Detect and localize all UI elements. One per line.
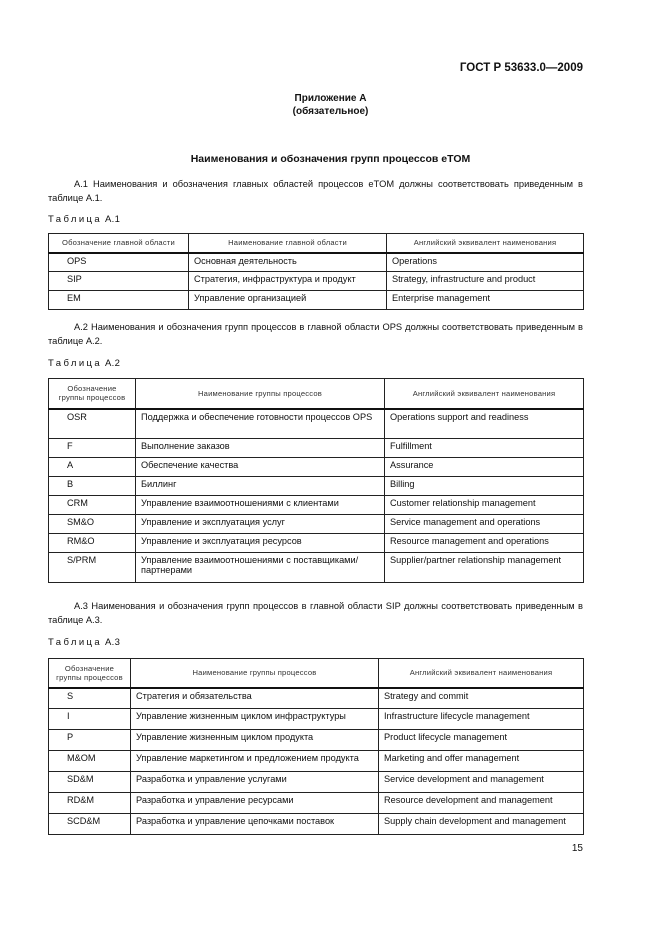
- table-cell-english: Strategy, infrastructure and product: [387, 272, 584, 291]
- table-cell-code: A: [49, 458, 136, 477]
- table-cell-code: F: [49, 439, 136, 458]
- document-code: ГОСТ Р 53633.0—2009: [459, 62, 583, 74]
- table-cell-english: Supplier/partner relationship management: [385, 553, 584, 583]
- table-cell-name: Разработка и управление услугами: [131, 772, 379, 793]
- table-cell-name: Управление взаимоотношениями с поставщиками/партнерами: [136, 553, 385, 583]
- table-cell-code: CRM: [49, 496, 136, 515]
- paragraph-a3: А.3 Наименования и обозначения групп процессов в главной области SIP должны соответствовать приведенным в таблице А.3.: [48, 601, 583, 625]
- table-cell-code: OSR: [49, 409, 136, 439]
- table-cell-name: Обеспечение качества: [136, 458, 385, 477]
- table-row: [49, 496, 584, 515]
- section-title: Наименования и обозначения групп процессов eTOM: [190, 153, 471, 165]
- table-cell-code: RD&M: [49, 793, 131, 814]
- table-row: [49, 553, 584, 583]
- table-cell-english: Resource management and operations: [385, 534, 584, 553]
- table-row: [49, 709, 584, 730]
- table-cell-name: Управление и эксплуатация услуг: [136, 515, 385, 534]
- table-row: [49, 534, 584, 553]
- table-cell-name: Управление и эксплуатация ресурсов: [136, 534, 385, 553]
- table-a1: [48, 233, 584, 310]
- table-cell-english: Fulfillment: [385, 439, 584, 458]
- table-cell-english: Strategy and commit: [379, 688, 584, 709]
- table-row: [49, 272, 584, 291]
- table-cell-name: Управление взаимоотношениями с клиентами: [136, 496, 385, 515]
- table-row: [49, 730, 584, 751]
- table-a3-header: Обозначение группы процессов: [49, 659, 131, 688]
- table-cell-name: Управление маркетингом и предложением продукта: [131, 751, 379, 772]
- table-cell-name: Стратегия, инфраструктура и продукт: [189, 272, 387, 291]
- table-cell-english: Service development and management: [379, 772, 584, 793]
- table-cell-code: S: [49, 688, 131, 709]
- table-cell-code: S/PRM: [49, 553, 136, 583]
- paragraph-a2: А.2 Наименования и обозначения групп процессов в главной области OPS должны соответствовать приведенным в таблице А.2.: [48, 322, 583, 346]
- appendix-subtitle: (обязательное): [292, 106, 369, 117]
- table-cell-english: Operations support and readiness: [385, 409, 584, 439]
- table-cell-english: Infrastructure lifecycle management: [379, 709, 584, 730]
- appendix-heading: [0, 92, 661, 118]
- table-a1-header-row: [49, 234, 584, 253]
- table-row: [49, 751, 584, 772]
- table-cell-code: M&OM: [49, 751, 131, 772]
- table-cell-code: B: [49, 477, 136, 496]
- table-row: [49, 772, 584, 793]
- table-cell-name: Разработка и управление ресурсами: [131, 793, 379, 814]
- table-row: [49, 253, 584, 272]
- table-a1-caption: Таблица А.1: [48, 214, 121, 225]
- table-cell-english: Enterprise management: [387, 291, 584, 310]
- table-cell-name: Управление жизненным циклом инфраструктуры: [131, 709, 379, 730]
- table-row: [49, 291, 584, 310]
- table-cell-name: Основная деятельность: [189, 253, 387, 272]
- table-a2-header: Обозначение группы процессов: [49, 379, 136, 409]
- table-cell-code: SM&O: [49, 515, 136, 534]
- table-a3-header-row: [49, 659, 584, 688]
- table-a2-header-row: [49, 379, 584, 409]
- table-cell-name: Стратегия и обязательства: [131, 688, 379, 709]
- table-a3-header: Английский эквивалент наименования: [379, 659, 584, 688]
- table-cell-code: P: [49, 730, 131, 751]
- table-cell-code: I: [49, 709, 131, 730]
- table-row: [49, 477, 584, 496]
- table-cell-english: Service management and operations: [385, 515, 584, 534]
- table-a1-header: Английский эквивалент наименования: [387, 234, 584, 253]
- table-row: [49, 458, 584, 477]
- appendix-title: Приложение А: [294, 93, 367, 104]
- table-a3: [48, 658, 584, 835]
- table-row: [49, 409, 584, 439]
- table-cell-code: OPS: [49, 253, 189, 272]
- table-cell-name: Поддержка и обеспечение готовности процессов OPS: [136, 409, 385, 439]
- table-row: [49, 793, 584, 814]
- table-cell-name: Управление организацией: [189, 291, 387, 310]
- table-cell-english: Assurance: [385, 458, 584, 477]
- table-a3-header: Наименование группы процессов: [131, 659, 379, 688]
- table-cell-english: Supply chain development and management: [379, 814, 584, 835]
- table-row: [49, 688, 584, 709]
- table-a2: [48, 378, 584, 583]
- page-number: 15: [571, 843, 583, 854]
- table-a2-caption: Таблица А.2: [48, 358, 121, 369]
- table-a1-header: Наименование главной области: [189, 234, 387, 253]
- table-row: [49, 515, 584, 534]
- table-cell-name: Биллинг: [136, 477, 385, 496]
- table-cell-english: Operations: [387, 253, 584, 272]
- table-cell-name: Управление жизненным циклом продукта: [131, 730, 379, 751]
- table-cell-english: Resource development and management: [379, 793, 584, 814]
- table-cell-english: Product lifecycle management: [379, 730, 584, 751]
- table-cell-code: SIP: [49, 272, 189, 291]
- table-row: [49, 814, 584, 835]
- table-cell-name: Разработка и управление цепочками поставок: [131, 814, 379, 835]
- table-a1-header: Обозначение главной области: [49, 234, 189, 253]
- table-cell-code: EM: [49, 291, 189, 310]
- paragraph-a1: А.1 Наименования и обозначения главных областей процессов eTOM должны соответствовать приведенным в таблице А.1.: [48, 179, 583, 203]
- table-cell-english: Marketing and offer management: [379, 751, 584, 772]
- table-cell-code: RM&O: [49, 534, 136, 553]
- table-cell-english: Customer relationship management: [385, 496, 584, 515]
- table-a2-header: Английский эквивалент наименования: [385, 379, 584, 409]
- table-cell-name: Выполнение заказов: [136, 439, 385, 458]
- table-row: [49, 439, 584, 458]
- table-a3-caption: Таблица А.3: [48, 637, 121, 648]
- table-a2-header: Наименование группы процессов: [136, 379, 385, 409]
- table-cell-code: SCD&M: [49, 814, 131, 835]
- table-cell-english: Billing: [385, 477, 584, 496]
- table-cell-code: SD&M: [49, 772, 131, 793]
